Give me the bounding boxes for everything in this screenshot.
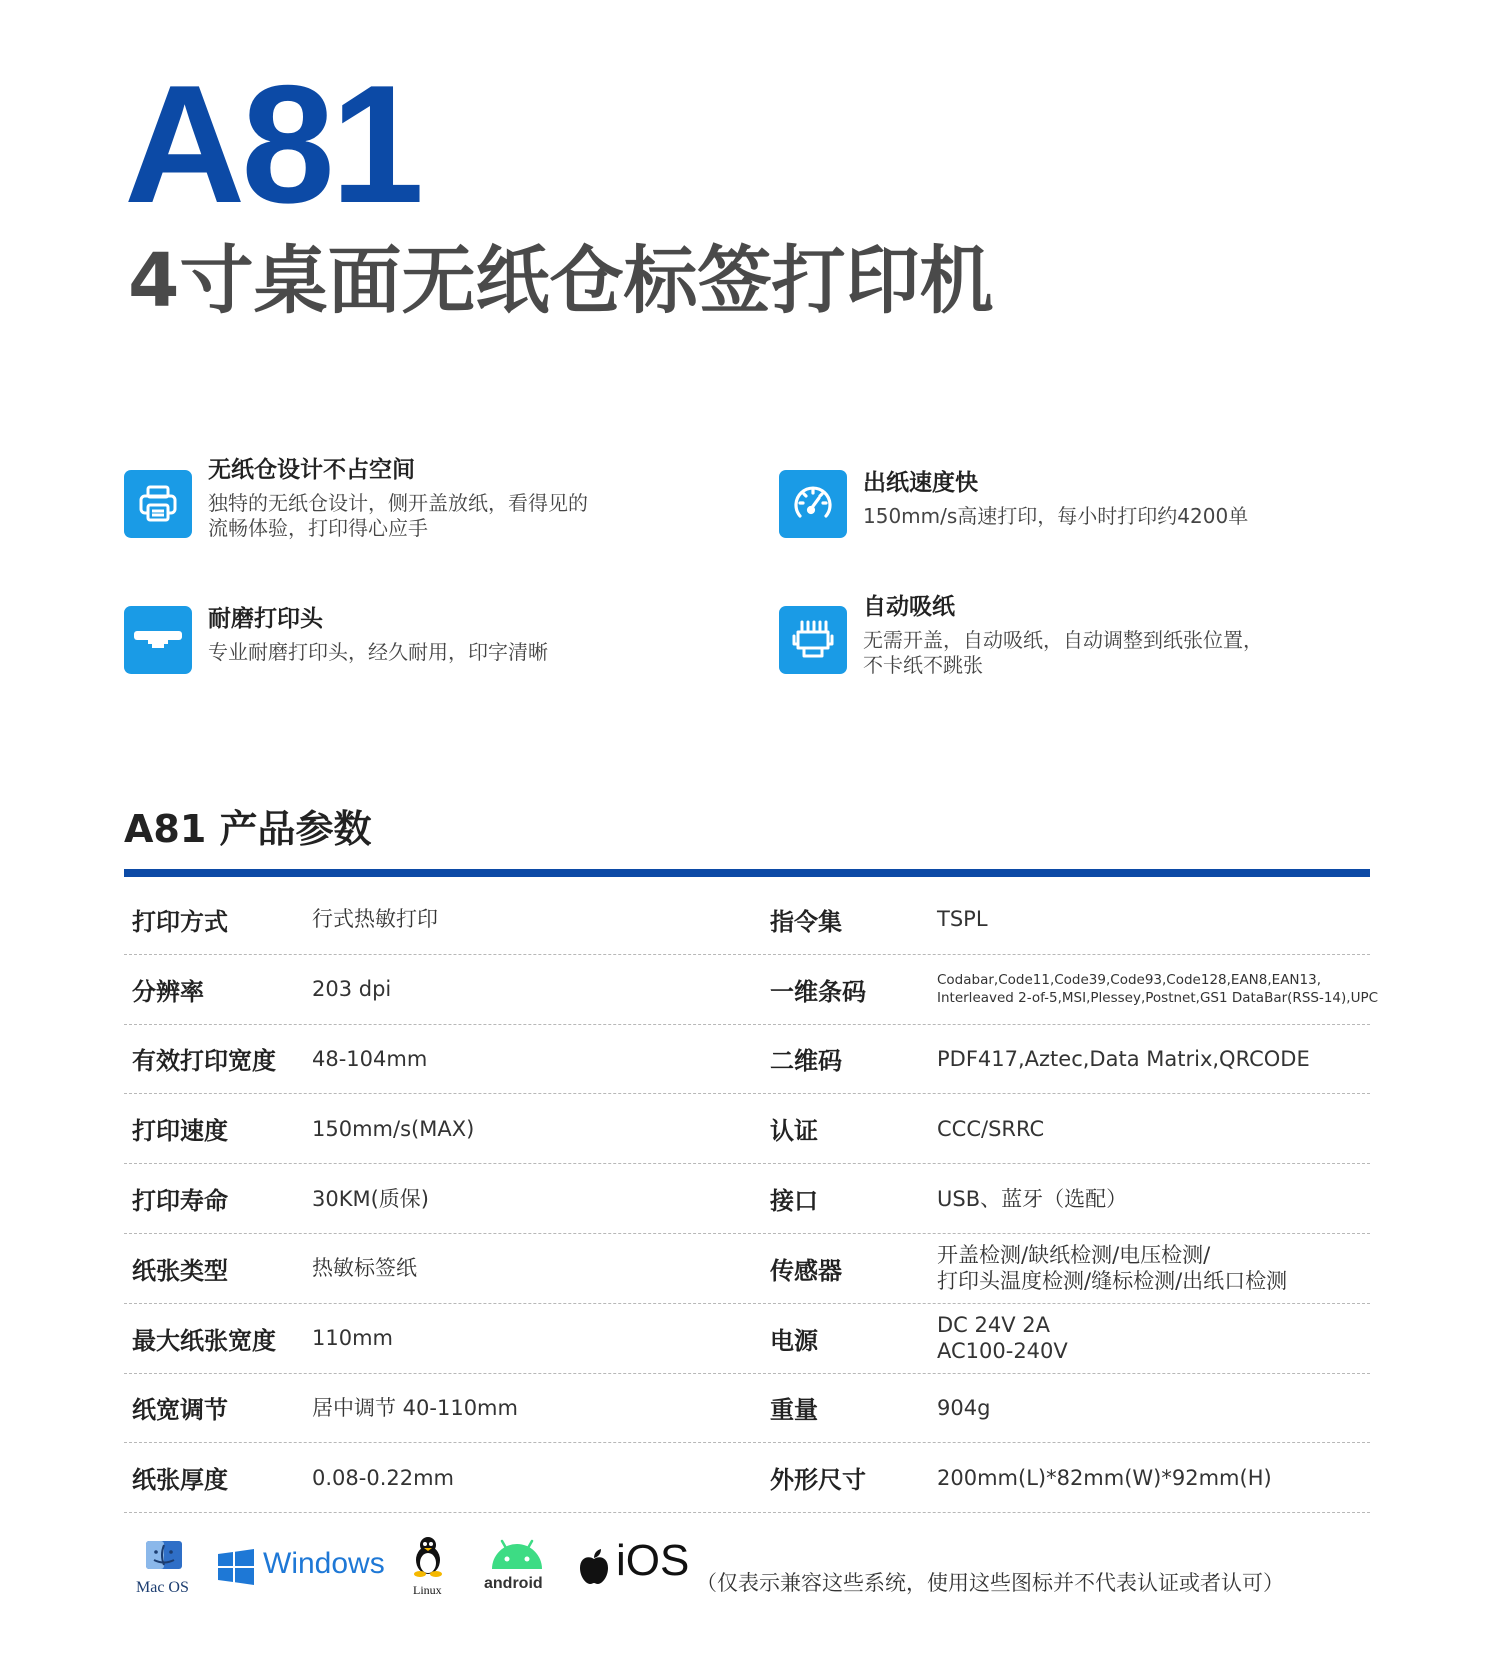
spec-label: 分辨率 <box>132 977 204 1006</box>
macos-icon <box>144 1539 184 1573</box>
spec-value: 30KM(质保) <box>312 1186 429 1211</box>
spec-label: 重量 <box>770 1396 818 1425</box>
feature-item <box>779 592 1263 678</box>
spec-label: 有效打印宽度 <box>132 1047 276 1076</box>
spec-value: DC 24V 2A AC100-240V <box>937 1313 1068 1364</box>
apple-icon <box>578 1549 610 1585</box>
feature-title: 出纸速度快 <box>863 470 978 496</box>
spec-label: 二维码 <box>770 1047 842 1076</box>
spec-label: 一维条码 <box>770 977 866 1006</box>
spec-value: 行式热敏打印 <box>312 907 438 932</box>
table-row <box>124 1443 1370 1513</box>
product-subtitle: 4寸桌面无纸仓标签打印机 <box>128 238 994 324</box>
spec-label: 电源 <box>770 1326 818 1355</box>
table-row <box>124 1234 1370 1304</box>
spec-label: 传感器 <box>770 1256 842 1285</box>
spec-value: 48-104mm <box>312 1046 428 1071</box>
spec-value: 200mm(L)*82mm(W)*92mm(H) <box>937 1465 1272 1490</box>
speedometer-icon <box>779 470 847 538</box>
spec-value: CCC/SRRC <box>937 1116 1045 1141</box>
spec-label: 认证 <box>770 1117 818 1146</box>
table-row <box>124 1025 1370 1095</box>
specs-title: A81 产品参数 <box>124 807 372 851</box>
feature-desc: 150mm/s高速打印，每小时打印约4200单 <box>863 504 1249 528</box>
spec-value: PDF417,Aztec,Data Matrix,QRCODE <box>937 1046 1310 1071</box>
auto-feed-icon <box>779 606 847 674</box>
spec-label: 纸张厚度 <box>132 1466 228 1495</box>
spec-value: 110mm <box>312 1326 393 1351</box>
spec-label: 接口 <box>770 1187 818 1216</box>
linux-logo: Linux <box>406 1535 456 1605</box>
feature-item <box>124 606 548 674</box>
feature-item <box>124 455 588 541</box>
feature-title: 耐磨打印头 <box>208 606 323 632</box>
spec-value: 0.08-0.22mm <box>312 1465 455 1490</box>
spec-label: 最大纸张宽度 <box>132 1326 276 1355</box>
section-divider <box>124 869 1370 877</box>
feature-item <box>779 470 1248 538</box>
model-number: A81 <box>124 50 421 238</box>
macos-logo: Mac OS <box>134 1535 194 1605</box>
android-logo: android <box>484 1535 554 1605</box>
table-row <box>124 1304 1370 1374</box>
table-row <box>124 955 1379 1025</box>
spec-value: 开盖检测/缺纸检测/电压检测/ 打印头温度检测/缝标检测/出纸口检测 <box>937 1243 1288 1294</box>
ios-logo: iOS <box>578 1535 698 1605</box>
spec-label: 指令集 <box>770 907 842 936</box>
spec-value: 904g <box>937 1395 991 1420</box>
spec-value: 居中调节 40-110mm <box>312 1395 518 1420</box>
windows-logo: Windows <box>218 1535 388 1605</box>
spec-value: 150mm/s(MAX) <box>312 1116 475 1141</box>
spec-value: TSPL <box>937 907 988 932</box>
table-row <box>124 1164 1370 1234</box>
specs-table <box>124 885 1379 1513</box>
spec-value: Codabar,Code11,Code39,Code93,Code128,EAN8,EAN13, Interleaved 2-of-5,MSI,Plessey,Postnet,GS1 DataBar(RSS-14),UPC <box>937 972 1379 1007</box>
tux-icon <box>410 1535 446 1577</box>
spec-label: 打印速度 <box>132 1117 228 1146</box>
android-icon <box>488 1537 546 1571</box>
feature-title: 自动吸纸 <box>863 594 955 620</box>
spec-value: 203 dpi <box>312 977 392 1002</box>
os-support-row <box>124 1535 1384 1605</box>
feature-desc: 无需开盖，自动吸纸，自动调整到纸张位置， 不卡纸不跳张 <box>863 628 1263 677</box>
feature-title: 无纸仓设计不占空间 <box>208 457 415 483</box>
spec-label: 外形尺寸 <box>770 1466 866 1495</box>
spec-label: 打印方式 <box>132 907 228 936</box>
table-row <box>124 1094 1370 1164</box>
spec-value: 热敏标签纸 <box>312 1256 417 1281</box>
spec-label: 纸宽调节 <box>132 1396 228 1425</box>
spec-label: 打印寿命 <box>132 1187 228 1216</box>
table-row <box>124 885 1370 955</box>
table-row <box>124 1374 1370 1444</box>
print-head-icon <box>124 606 192 674</box>
compatibility-note: （仅表示兼容这些系统，使用这些图标并不代表认证或者认可） <box>696 1571 1284 1595</box>
spec-value: USB、蓝牙（选配） <box>937 1186 1128 1211</box>
windows-icon <box>218 1549 254 1585</box>
printer-icon <box>124 470 192 538</box>
feature-desc: 专业耐磨打印头，经久耐用，印字清晰 <box>208 640 548 664</box>
spec-label: 纸张类型 <box>132 1256 228 1285</box>
feature-desc: 独特的无纸仓设计，侧开盖放纸，看得见的 流畅体验，打印得心应手 <box>208 491 588 540</box>
